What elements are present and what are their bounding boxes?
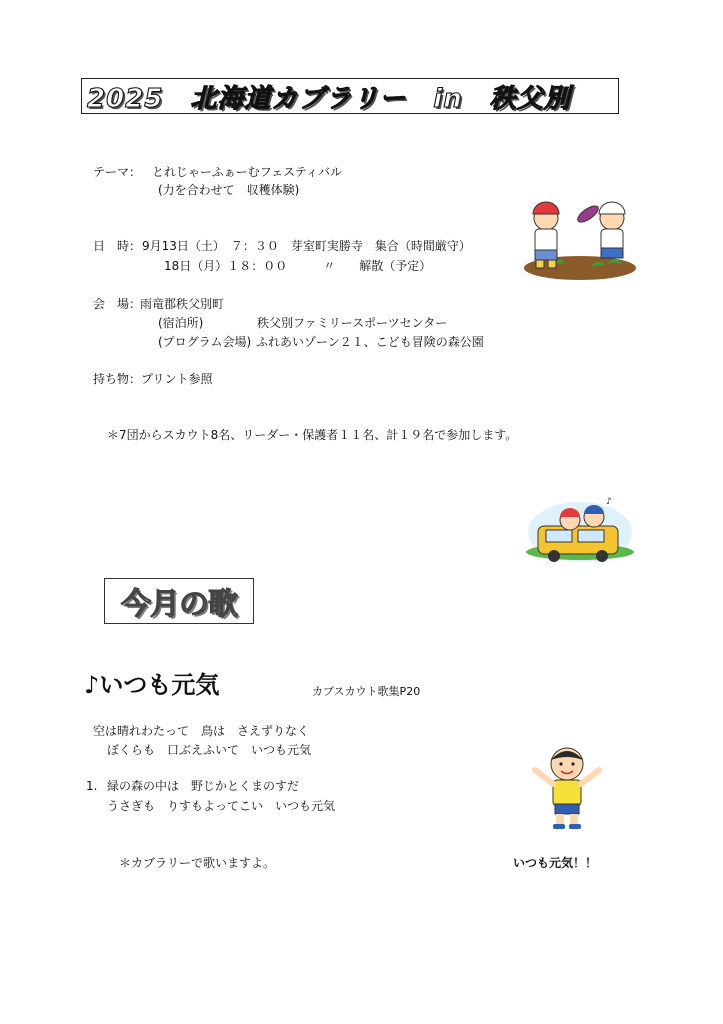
program-label: (プログラム会場)	[158, 335, 252, 349]
theme-sub: (力を合わせて 収穫体験)	[158, 183, 300, 197]
verse-number: 1.	[86, 779, 98, 793]
program-value: ふれあいゾーン２１、こども冒険の森公園	[256, 335, 484, 349]
datetime-label: 日 時：	[93, 239, 142, 253]
lodging-label: (宿泊所)	[158, 316, 204, 330]
song-intro-line2: ぼくらも 口ぶえふいて いつも元気	[107, 743, 312, 757]
title-banner	[81, 78, 619, 114]
song-verse-line1: 緑の森の中は 野じかとくまのすだ	[107, 779, 300, 793]
venue-value: 雨竜郡秩父別町	[140, 297, 225, 311]
song-of-month-heading: 今月の歌	[121, 587, 237, 622]
cheerful-boy-illustration	[527, 740, 607, 832]
datetime-line2: 18日（月）１８：００ 〃 解散（予定）	[164, 259, 432, 273]
page-title: 2025 北海道カブラリー in 秩父別	[87, 83, 571, 114]
datetime-line1: 9月13日（土） ７：３０ 芽室町実勝寺 集合（時間厳守）	[142, 239, 471, 253]
belongings: 持ち物：プリント参照	[93, 372, 213, 386]
bus-kids-illustration	[524, 490, 636, 566]
song-intro-line1: 空は晴れわたって 鳥は さえずりなく	[93, 724, 310, 738]
harvest-kids-illustration	[522, 192, 638, 286]
lodging-value: 秩父別ファミリースポーツセンター	[257, 316, 448, 330]
song-note: ＊カブラリーで歌いますよ。	[119, 856, 276, 870]
song-verse-line2: うさぎも りすもよってこい いつも元気	[107, 799, 336, 813]
theme-label: テーマ：	[93, 165, 142, 179]
song-title: ♪いつも元気	[84, 671, 220, 699]
song-of-month-box	[104, 578, 254, 624]
theme-value: とれじゃーふぁーむフェスティバル	[152, 165, 342, 179]
boy-caption: いつも元気！！	[513, 856, 598, 870]
song-reference: カブスカウト歌集P20	[312, 685, 421, 698]
venue-label: 会 場：	[93, 297, 142, 311]
participation-note: ＊7団からスカウト8名、リーダー・保護者１１名、計１９名で参加します。	[107, 428, 518, 442]
svg-text:♪: ♪	[606, 497, 612, 507]
